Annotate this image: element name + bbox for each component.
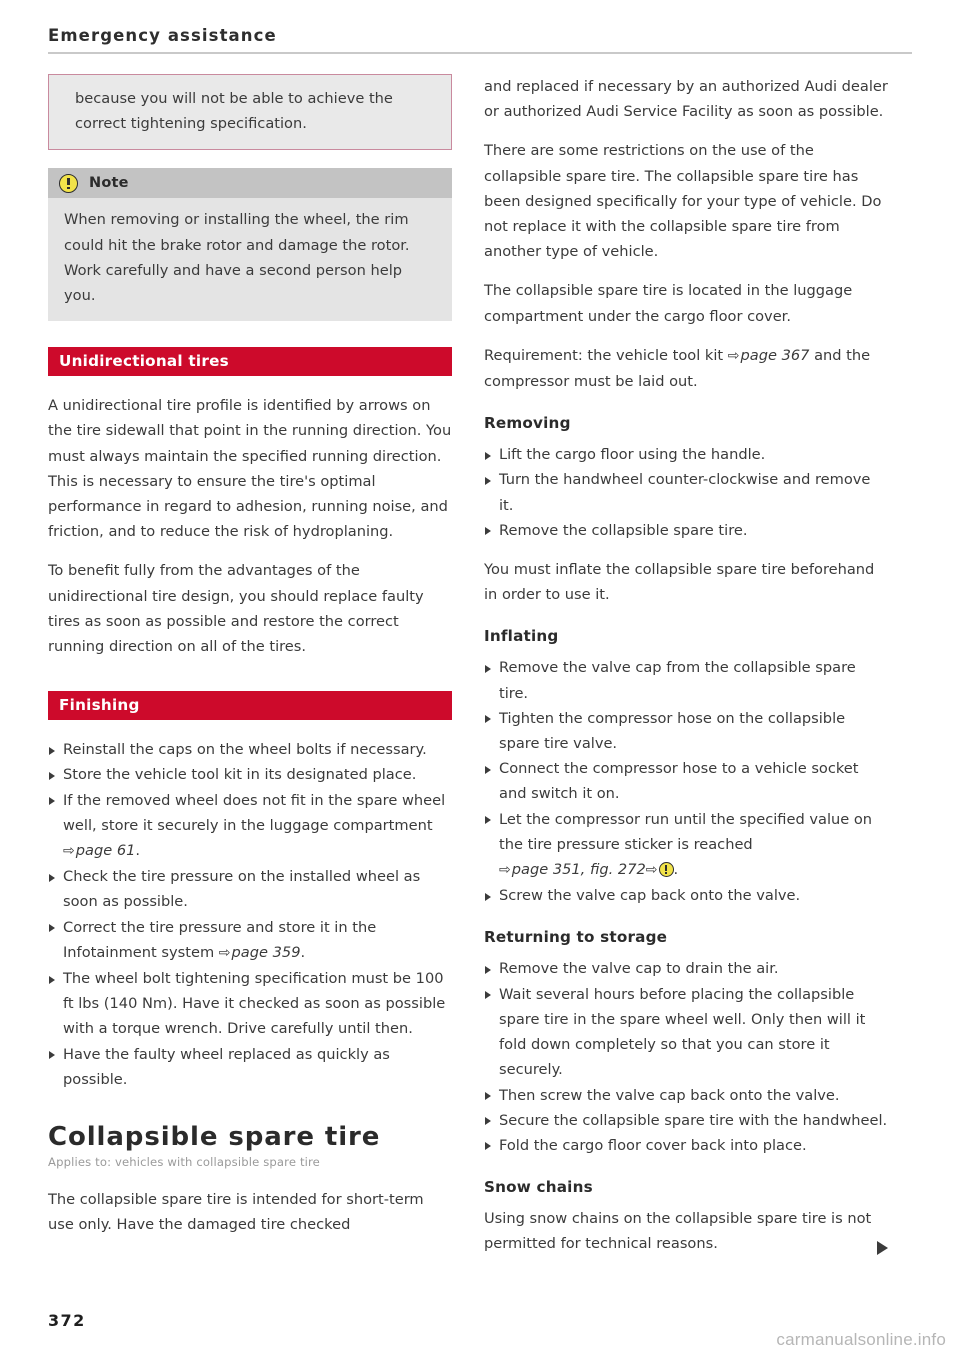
subheading-inflating: Inflating [484, 627, 559, 646]
list-item [48, 1042, 452, 1092]
xref-arrow-icon: ⇨ [727, 347, 740, 364]
cross-reference-label: page 367 [740, 346, 810, 364]
list-item [484, 467, 888, 517]
cross-reference-label: page 351, fig. 272 [511, 861, 646, 879]
left-column [48, 74, 452, 1238]
list-item [484, 807, 888, 884]
bullet-triangle-icon [49, 797, 55, 805]
list-item-text: Let the compressor run until the specified value on the tire pressure sticker is reached [499, 810, 873, 853]
list-item [48, 864, 452, 914]
list-item-text: Secure the collapsible spare tire with the handwheel. [499, 1111, 888, 1129]
bullet-triangle-icon [485, 452, 491, 460]
cross-reference[interactable] [728, 347, 810, 364]
xref-arrow-icon: ⇨ [645, 862, 658, 879]
bullet-triangle-icon [485, 991, 491, 999]
list-item-tail: . [300, 943, 306, 961]
cross-reference-label: page 359 [231, 943, 301, 961]
requirement-tail: and the compressor must be laid out. [484, 346, 871, 391]
list-item-text: The wheel bolt tightening specification must be 100 ft lbs (140 Nm). Have it checked as soon as possible with a torque wrench. Drive carefully until then. [63, 970, 446, 1038]
running-header [48, 26, 912, 54]
watermark: carmanualsonline.info [776, 1330, 946, 1349]
cross-reference[interactable] [499, 861, 646, 878]
finishing-step-list [48, 737, 452, 1092]
subheading-returning-to-storage: Returning to storage [484, 928, 668, 947]
bullet-triangle-icon [485, 893, 491, 901]
list-item [484, 442, 888, 467]
continuation-arrow-icon [877, 1241, 888, 1255]
paragraph: The collapsible spare tire is intended for short-term use only. Have the damaged tire checked [48, 1191, 424, 1234]
note-box-title: Note [89, 175, 129, 192]
paragraph: There are some restrictions on the use of the collapsible spare tire. The collapsible spare tire has been designed specifically for your type of vehicle. Do not replace it with the collapsible spare tire from another type of vehicle. [484, 142, 882, 261]
list-item-text: Tighten the compressor hose on the collapsible spare tire valve. [499, 709, 846, 753]
list-item-text: Connect the compressor hose to a vehicle socket and switch it on. [499, 760, 859, 803]
list-item-text: Lift the cargo floor using the handle. [499, 446, 766, 464]
bullet-triangle-icon [485, 477, 491, 485]
list-item [48, 762, 452, 787]
bullet-triangle-icon [485, 1092, 491, 1100]
removing-step-list [484, 442, 888, 543]
cross-reference-label: page 61 [75, 842, 136, 860]
right-column [484, 74, 888, 1271]
bullet-triangle-icon [49, 874, 55, 882]
warning-box-text: because you will not be able to achieve the correct tightening specification. [75, 90, 393, 133]
bullet-triangle-icon [49, 976, 55, 984]
section-heading-finishing: Finishing [48, 691, 452, 720]
list-item-text: Check the tire pressure on the installed wheel as soon as possible. [63, 868, 421, 911]
section-heading-unidirectional-tires: Unidirectional tires [48, 347, 452, 376]
list-item [484, 756, 888, 806]
list-item [484, 883, 888, 908]
applies-to-note: Applies to: vehicles with collapsible spare tire [48, 1155, 320, 1170]
list-item [484, 706, 888, 756]
list-item [484, 956, 888, 981]
list-item-text: Reinstall the caps on the wheel bolts if necessary. [63, 741, 427, 759]
list-item-text: Then screw the valve cap back onto the valve. [499, 1086, 840, 1104]
list-item-text: Correct the tire pressure and store it in the Infotainment system [63, 918, 377, 961]
bullet-triangle-icon [485, 816, 491, 824]
list-item-tail: . [673, 861, 679, 879]
bullet-triangle-icon [49, 1051, 55, 1059]
bullet-triangle-icon [485, 715, 491, 723]
header-divider [48, 52, 912, 54]
warning-circle-icon [59, 174, 78, 193]
note-box [48, 168, 452, 321]
list-item [48, 966, 452, 1042]
list-item-text: Have the faulty wheel replaced as quickly as possible. [63, 1045, 390, 1088]
bullet-triangle-icon [485, 527, 491, 535]
list-item [484, 655, 888, 705]
list-item-text: Store the vehicle tool kit in its designated place. [63, 766, 417, 784]
bullet-triangle-icon [49, 924, 55, 932]
list-item-text: Remove the valve cap to drain the air. [499, 960, 779, 978]
bullet-triangle-icon [485, 665, 491, 673]
note-box-text: When removing or installing the wheel, the rim could hit the brake rotor and damage the rotor. Work carefully and have a second person help you. [64, 211, 410, 305]
list-item-text: Remove the valve cap from the collapsible spare tire. [499, 659, 856, 702]
list-item [484, 1133, 888, 1158]
list-item-text: Fold the cargo floor cover back into place. [499, 1136, 807, 1154]
bullet-triangle-icon [485, 1142, 491, 1150]
paragraph: A unidirectional tire profile is identified by arrows on the tire sidewall that point in the running direction. You must always maintain the specified running direction. This is necessary to ensure the tire's optimal performance in regard to adhesion, running noise, and friction, and to reduce the risk of hydroplaning. [48, 397, 452, 541]
subheading-removing: Removing [484, 414, 571, 433]
list-item-text: Remove the collapsible spare tire. [499, 521, 748, 539]
subheading-snow-chains: Snow chains [484, 1178, 593, 1197]
requirement-lead: Requirement: the vehicle tool kit [484, 346, 728, 364]
bullet-triangle-icon [485, 766, 491, 774]
list-item [48, 788, 452, 865]
xref-arrow-icon: ⇨ [63, 843, 75, 860]
requirement-paragraph [484, 343, 888, 394]
bullet-triangle-icon [485, 1117, 491, 1125]
bullet-triangle-icon [49, 747, 55, 755]
cross-reference[interactable] [63, 842, 135, 859]
paragraph: Using snow chains on the collapsible spare tire is not permitted for technical reasons. [484, 1210, 872, 1253]
paragraph: To benefit fully from the advantages of the unidirectional tire design, you should replace faulty tires as soon as possible and restore the correct running direction on all of the tires. [48, 562, 424, 656]
bullet-triangle-icon [485, 966, 491, 974]
list-item [484, 1108, 888, 1133]
list-item-text: Turn the handwheel counter-clockwise and remove it. [499, 471, 871, 514]
inflating-step-list [484, 655, 888, 908]
list-item [484, 518, 888, 543]
bullet-triangle-icon [49, 772, 55, 780]
page-title: Emergency assistance [48, 26, 277, 45]
list-item [484, 1083, 888, 1108]
chapter-title-collapsible-spare-tire: Collapsible spare tire [48, 1122, 381, 1153]
list-item-tail: . [135, 842, 141, 860]
cross-reference[interactable] [219, 944, 301, 961]
list-item [48, 915, 452, 966]
paragraph: You must inflate the collapsible spare tire beforehand in order to use it. [484, 561, 875, 604]
paragraph: The collapsible spare tire is located in the luggage compartment under the cargo floor cover. [484, 282, 853, 325]
list-item-text: Wait several hours before placing the collapsible spare tire in the spare wheel well. Only then will it fold down completely so that you can store it securely. [499, 985, 866, 1079]
note-box-body [48, 198, 452, 321]
list-item [484, 982, 888, 1083]
list-item-text: If the removed wheel does not fit in the spare wheel well, store it securely in the luggage compartment [63, 791, 446, 834]
returning-step-list [484, 956, 888, 1158]
note-box-header [48, 168, 452, 198]
list-item-text: Screw the valve cap back onto the valve. [499, 887, 801, 905]
list-item [48, 737, 452, 762]
xref-arrow-icon: ⇨ [499, 862, 511, 879]
paragraph: and replaced if necessary by an authorized Audi dealer or authorized Audi Service Facility as soon as possible. [484, 78, 888, 121]
warning-box [48, 74, 452, 150]
warning-circle-icon [659, 862, 674, 877]
xref-arrow-icon: ⇨ [218, 944, 231, 961]
page-number: 372 [48, 1311, 86, 1330]
